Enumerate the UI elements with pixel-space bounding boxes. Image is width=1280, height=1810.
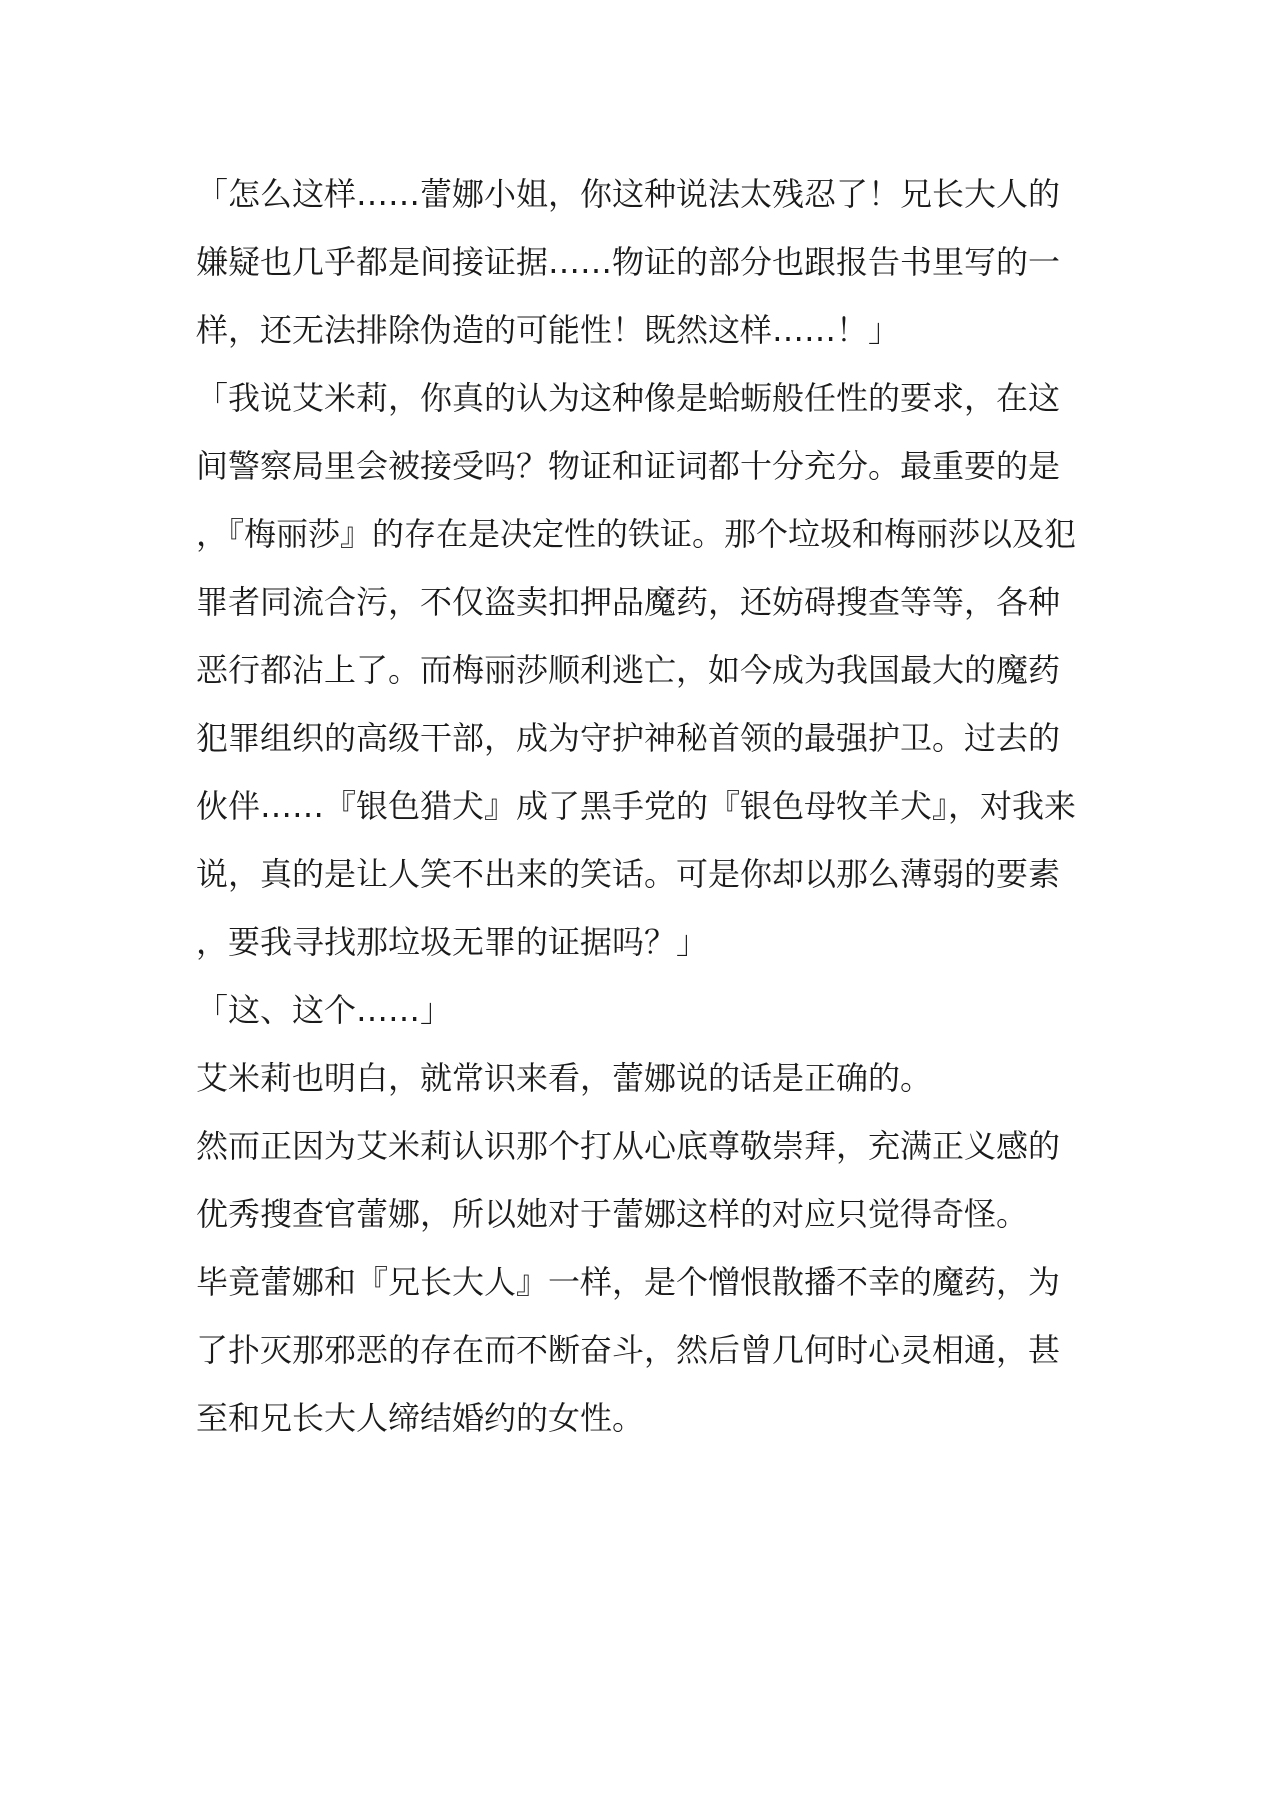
paragraph-narration-2: 然而正因为艾米莉认识那个打从心底尊敬崇拜，充满正义感的优秀搜查官蕾娜，所以她对于蕾娜这样的对应只觉得奇怪。 bbox=[196, 1127, 1061, 1233]
paragraph-dialogue-emily-1: 「怎么这样……蕾娜小姐，你这种说法太残忍了！兄长大人的嫌疑也几乎都是间接证据……物证的部分也跟报告书里写的一样，还无法排除伪造的可能性！既然这样……！」 bbox=[196, 175, 1061, 349]
body-text bbox=[196, 160, 1086, 1452]
paragraph-dialogue-emily-2: 「这、这个……」 bbox=[196, 991, 453, 1029]
paragraph-dialogue-rena: 「我说艾米莉，你真的认为这种像是蛤蛎般任性的要求，在这间警察局里会被接受吗？物证和证词都十分充分。最重要的是，『梅丽莎』的存在是决定性的铁证。那个垃圾和梅丽莎以及犯罪者同流合污，不仅盗卖扣押品魔药，还妨碍搜查等等，各种恶行都沾上了。而梅丽莎顺利逃亡，如今成为我国最大的魔药犯罪组织的高级干部，成为守护神秘首领的最强护卫。过去的伙伴……『银色猎犬』成了黑手党的『银色母牧羊犬』，对我来说，真的是让人笑不出来的笑话。可是你却以那么薄弱的要素，要我寻找那垃圾无罪的证据吗？」 bbox=[196, 379, 1077, 961]
paragraph-narration-3: 毕竟蕾娜和『兄长大人』一样，是个憎恨散播不幸的魔药，为了扑灭那邪恶的存在而不断奋斗，然后曾几何时心灵相通，甚至和兄长大人缔结婚约的女性。 bbox=[196, 1263, 1061, 1437]
paragraph-narration-1: 艾米莉也明白，就常识来看，蕾娜说的话是正确的。 bbox=[196, 1059, 933, 1097]
